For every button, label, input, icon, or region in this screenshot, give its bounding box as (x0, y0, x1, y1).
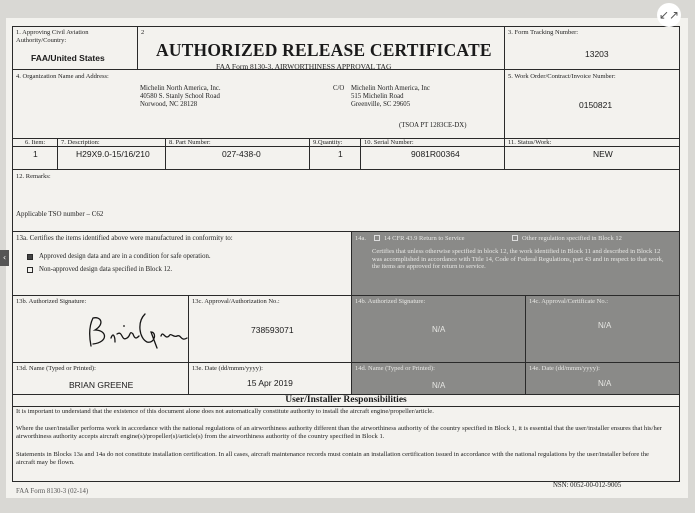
block-2-label: 2 (141, 29, 145, 36)
form-title: AUTHORIZED RELEASE CERTIFICATE (156, 40, 492, 60)
tsoa-number: (TSOA PT 1283CE-DX) (399, 122, 467, 129)
part-number-value: 027-438-0 (222, 149, 261, 159)
signature-image (83, 308, 189, 358)
block-3 (504, 26, 680, 70)
block-14b-label: 14b. Authorized Signature: (355, 298, 426, 305)
quantity-value: 1 (338, 149, 343, 159)
responsibilities-paragraph-2: Where the user/installer performs work in accordance with the national regulations of an airworthiness authority different than the airworthiness authority of the country specified in Block 1, it is essential that the user/installer ensures that his/her airworthiness authority accepts aircraft engine(s)/propeller(s)/article(s) from the airworthiness authority of the country specified in Block 1. (16, 425, 662, 440)
block-13a (12, 231, 352, 296)
printed-name: BRIAN GREENE (69, 380, 134, 390)
return-to-service-label: 14 CFR 43.9 Return to Service (384, 235, 465, 242)
serial-number-header-label: 10. Serial Number: (364, 139, 414, 146)
responsibilities-paragraph-1: It is important to understand that the existence of this document alone does not automatically constitute authority to install the aircraft engine/propeller/article. (16, 408, 434, 415)
approved-design-label: Approved design data and are in a condition for safe operation. (39, 253, 211, 260)
block-1-label: 1. Approving Civil Aviation Authority/Country: (16, 29, 89, 44)
part-number-header-label: 8. Part Number: (169, 139, 211, 146)
previous-arrow-icon[interactable]: ‹ (0, 250, 9, 266)
block-4-label: 4. Organization Name and Address: (16, 73, 109, 80)
nsn-footer: NSN: 0052-00-012-9005 (553, 482, 622, 489)
certificate-date: 15 Apr 2019 (247, 378, 293, 388)
part-number-cell (165, 146, 310, 170)
description-header-label: 7. Description: (61, 139, 100, 146)
block-13d-label: 13d. Name (Typed or Printed): (16, 365, 96, 372)
block-13b-label: 13b. Authorized Signature: (16, 298, 87, 305)
block-13e-label: 13e. Date (dd/mmm/yyyy): (192, 365, 263, 372)
block-12 (12, 169, 680, 232)
block-13d (12, 362, 189, 395)
block-13c-label: 13c. Approval/Authorization No.: (192, 298, 280, 305)
block-14a-label: 14a. (355, 235, 367, 242)
co-address (351, 85, 430, 109)
return-to-service-checkbox[interactable] (374, 235, 380, 241)
block-14b-value: N/A (432, 325, 446, 334)
form-subtitle: FAA Form 8130-3, AIRWORTHINESS APPROVAL TAG (216, 62, 392, 71)
non-approved-design-label: Non-approved design data specified in Block 12. (39, 266, 173, 273)
other-regulation-label: Other regulation specified in Block 12 (522, 235, 622, 242)
item-value: 1 (33, 149, 38, 159)
org-address (140, 85, 221, 109)
description-value: H29X9.0-15/16/210 (76, 149, 150, 159)
block-14d (351, 362, 526, 395)
remarks-text: Applicable TSO number – C62 (16, 210, 104, 218)
block-13a-label: 13a. Certifies the items identified above were manufactured in conformity to: (16, 234, 233, 242)
block-14d-label: 14d. Name (Typed or Printed): (355, 365, 435, 372)
responsibilities-title: User/Installer Responsibilities (285, 395, 407, 405)
block-14a (351, 231, 680, 296)
block-14c-label: 14c. Approval/Certificate No.: (529, 298, 609, 305)
org-line-3: Norwood, NC 28128 (140, 101, 198, 108)
org-line-1: Michelin North America, Inc. (140, 85, 221, 92)
serial-number-value: 9081R00364 (411, 149, 460, 159)
non-approved-design-checkbox[interactable] (27, 267, 33, 273)
item-header-label: 6. Item: (25, 139, 46, 146)
item-cell (12, 146, 58, 170)
responsibilities-divider (13, 406, 679, 407)
quantity-cell (309, 146, 361, 170)
co-line-3: Greenville, SC 29605 (351, 101, 411, 108)
responsibilities-section (12, 394, 680, 482)
other-regulation-checkbox[interactable] (512, 235, 518, 241)
responsibilities-paragraph-3: Statements in Blocks 13a and 14a do not constitute installation certification. In all cases, aircraft maintenance records must contain an installation certification issued in accordance with the national regulations by the user/installer before the aircraft may be flown. (16, 451, 649, 466)
block-14b (351, 295, 526, 363)
form-tracking-number: 13203 (585, 49, 609, 59)
co-prefix: C/O (333, 85, 345, 92)
block-14e-value: N/A (598, 379, 612, 388)
block-1 (12, 26, 138, 70)
description-cell (57, 146, 166, 170)
block-14d-value: N/A (432, 381, 446, 390)
status-header-label: 11. Status/Work: (508, 139, 552, 146)
block-1-value: FAA/United States (31, 53, 105, 63)
approval-authorization-number: 738593071 (251, 325, 294, 335)
block-14c-value: N/A (598, 321, 612, 330)
work-order-number: 0150821 (579, 100, 613, 110)
block-3-label: 3. Form Tracking Number: (508, 29, 579, 36)
block-5-label: 5. Work Order/Contract/Invoice Number: (508, 73, 616, 80)
block-5 (504, 69, 680, 139)
certificate-document (6, 18, 688, 498)
block-14c (525, 295, 680, 363)
block-12-label: 12. Remarks: (16, 173, 51, 180)
block-4 (12, 69, 505, 139)
serial-number-cell (360, 146, 505, 170)
quantity-header-label: 9.Quantity: (313, 139, 343, 146)
org-line-2: 40580 S. Stanly School Road (140, 93, 220, 100)
expand-icon[interactable]: ↙↗ (657, 3, 681, 27)
block-14e-label: 14e. Date (dd/mmm/yyyy): (529, 365, 600, 372)
approved-design-checkbox[interactable] (27, 254, 33, 260)
status-value: NEW (593, 149, 613, 159)
block-14e (525, 362, 680, 395)
block-13b (12, 295, 189, 363)
block-13e (188, 362, 352, 395)
form-id-footer: FAA Form 8130-3 (02-14) (16, 488, 89, 495)
block-14a-text: Certifies that unless otherwise specified in block 12, the work identified in Block 11 and described in Block 12 was accomplished in accordance with Title 14, Code of Federal Regulations, part 43 and in respect to that work, the items are approved for return to service. (372, 248, 664, 270)
co-line-2: 515 Michelin Road (351, 93, 404, 100)
block-13c (188, 295, 352, 363)
co-line-1: Michelin North America, Inc (351, 85, 430, 92)
status-cell (504, 146, 680, 170)
